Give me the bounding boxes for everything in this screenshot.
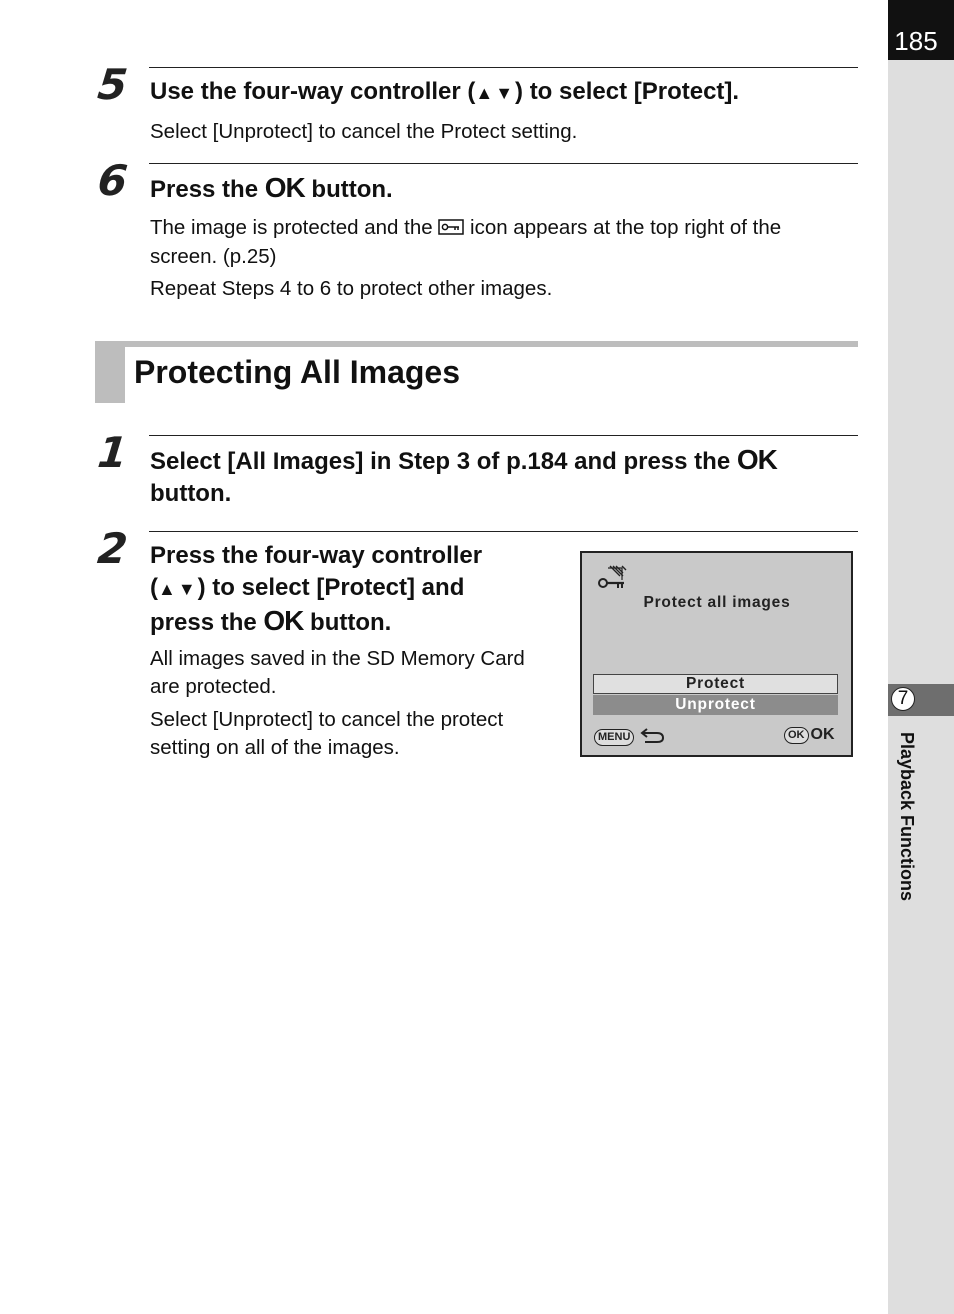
section-header-bar bbox=[95, 341, 858, 347]
option-protect[interactable]: Protect bbox=[593, 674, 838, 694]
step-divider bbox=[149, 435, 858, 436]
back-arrow-icon bbox=[639, 726, 667, 749]
step-title bbox=[150, 172, 870, 206]
ok-hint bbox=[784, 726, 835, 744]
ok-button-icon: OK bbox=[736, 444, 777, 475]
step-title-part: button. bbox=[304, 176, 393, 203]
step-number: 6 bbox=[95, 156, 130, 205]
step-title-part: ) to select [Protect]. bbox=[515, 78, 740, 105]
protect-key-icon bbox=[438, 215, 464, 243]
step-title-part: Select [All Images] in Step 3 of p.184 and press the bbox=[150, 448, 737, 475]
ok-hint-label: OK bbox=[810, 726, 835, 743]
step-title-part: ( bbox=[150, 574, 158, 601]
step-title-part: button. bbox=[150, 480, 232, 507]
up-down-arrows-icon: ▲▼ bbox=[158, 579, 198, 599]
section-title: Protecting All Images bbox=[134, 354, 460, 390]
step-title-part: press the bbox=[150, 609, 264, 636]
ok-button-icon: OK bbox=[263, 605, 304, 636]
side-tab-strip bbox=[888, 0, 954, 1314]
step-title-part: Use the four-way controller ( bbox=[150, 78, 476, 105]
step-title bbox=[150, 540, 570, 639]
chapter-number: 7 bbox=[891, 687, 915, 711]
menu-button-icon: MENU bbox=[594, 729, 634, 746]
step-title-part: ) to select [Protect] and bbox=[197, 574, 465, 601]
step-number: 1 bbox=[95, 428, 130, 477]
step-body bbox=[150, 706, 570, 762]
step-title bbox=[150, 444, 870, 510]
step-title-part: Press the four-way controller bbox=[150, 542, 483, 569]
chapter-title-text: Playback Functions bbox=[897, 732, 917, 902]
section-header-block bbox=[95, 341, 125, 403]
step-title bbox=[150, 76, 870, 109]
step-number: 5 bbox=[95, 60, 130, 109]
step-body bbox=[150, 214, 870, 271]
step-body-part: icon appears at the top right of the bbox=[464, 216, 782, 239]
step-body-part: are protected. bbox=[150, 675, 277, 698]
step-body-part: setting on all of the images. bbox=[150, 736, 400, 759]
step-body-part: All images saved in the SD Memory Card bbox=[150, 647, 525, 670]
page-number: 185 bbox=[894, 26, 938, 56]
option-unprotect[interactable]: Unprotect bbox=[593, 695, 838, 715]
step-body: Repeat Steps 4 to 6 to protect other images. bbox=[150, 277, 553, 300]
step-body-part: Select [Unprotect] to cancel the protect bbox=[150, 708, 504, 731]
step-divider bbox=[149, 163, 858, 164]
up-down-arrows-icon: ▲▼ bbox=[475, 83, 516, 103]
step-title-part: button. bbox=[303, 609, 392, 636]
menu-back-hint bbox=[594, 726, 667, 749]
step-divider bbox=[149, 531, 858, 532]
step-divider bbox=[149, 67, 858, 68]
step-body-part: The image is protected and the bbox=[150, 216, 439, 239]
step-body-part: screen. (p.25) bbox=[150, 244, 277, 268]
ok-badge-icon: OK bbox=[784, 727, 809, 744]
chapter-title bbox=[893, 732, 921, 932]
ok-button-icon: OK bbox=[264, 172, 305, 203]
step-title-part: Press the bbox=[150, 176, 265, 203]
step-body bbox=[150, 645, 570, 701]
step-body: Select [Unprotect] to cancel the Protect setting. bbox=[150, 120, 578, 143]
step-number: 2 bbox=[95, 524, 130, 573]
screen-title: Protect all images bbox=[643, 594, 791, 611]
